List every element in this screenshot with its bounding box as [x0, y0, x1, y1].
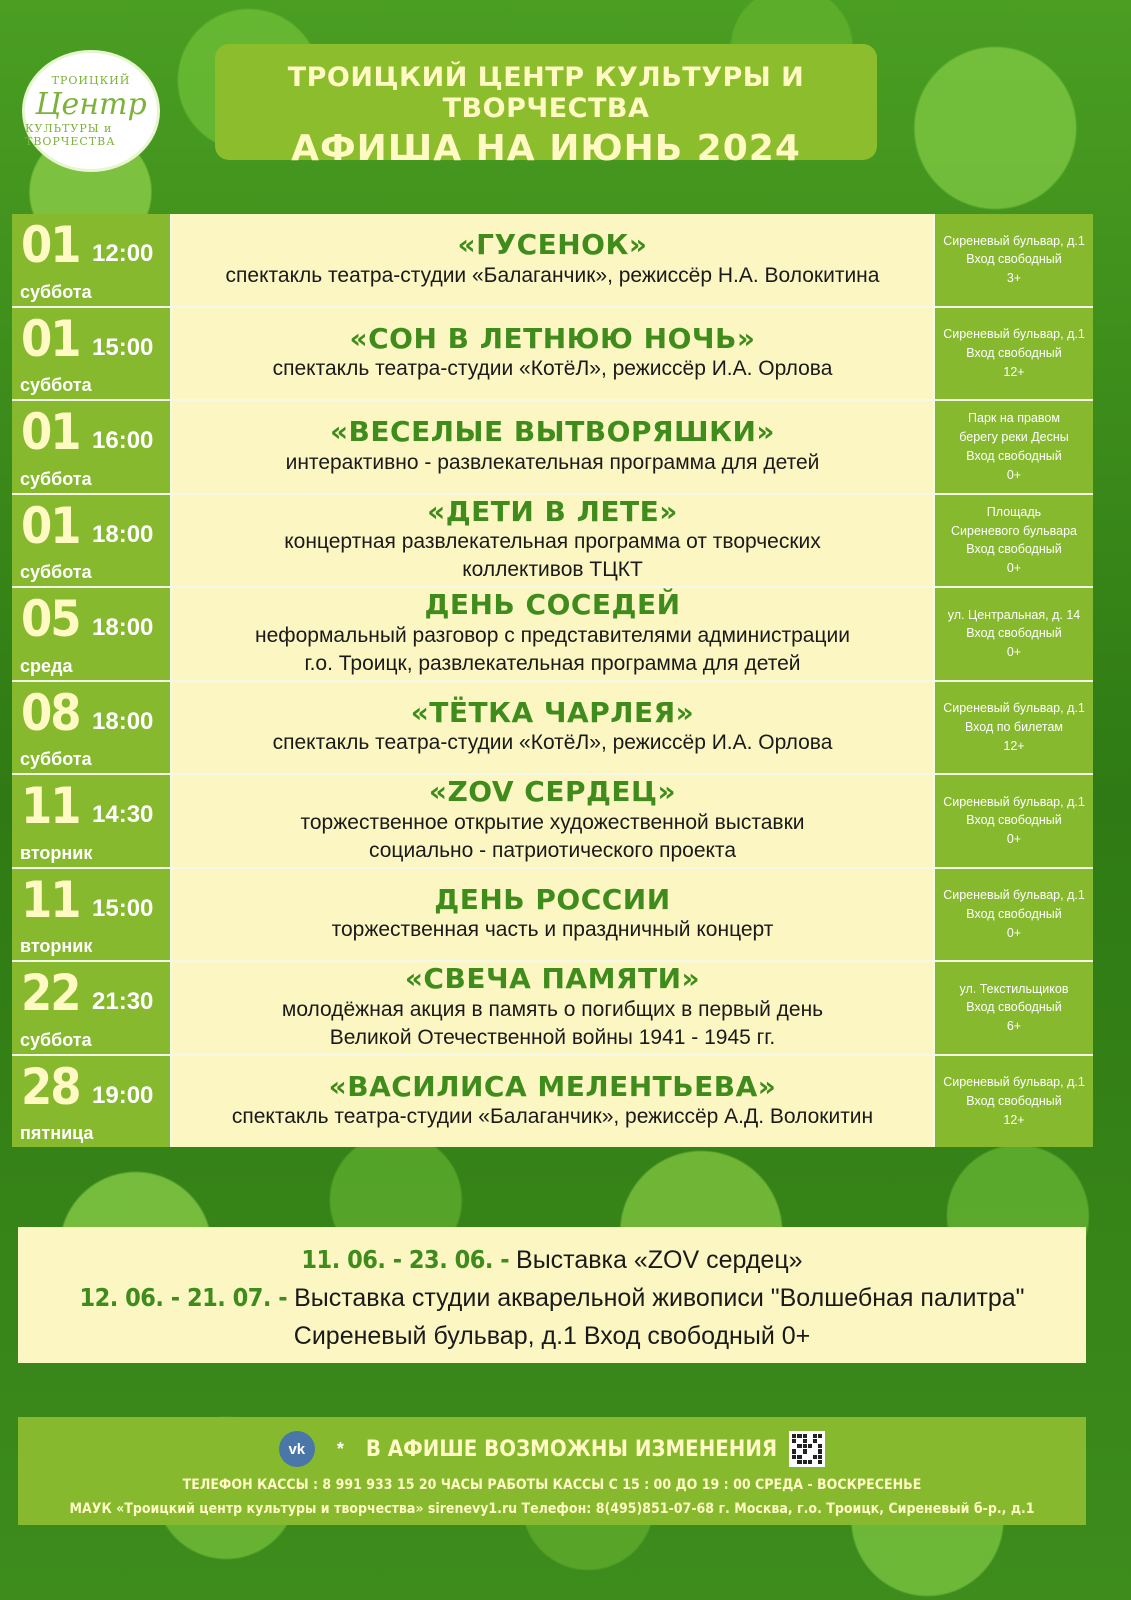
- event-venue-line: Площадь: [986, 504, 1042, 519]
- exhibit-dates: 12. 06. - 21. 07. -: [79, 1283, 288, 1312]
- event-day: 11: [21, 777, 80, 835]
- event-venue-line: Вход свободный: [966, 1000, 1062, 1015]
- event-date-cell: [12, 308, 172, 400]
- event-description: молодёжная акция в память о погибщих в первый день: [281, 997, 824, 1021]
- event-weekday: суббота: [20, 375, 92, 395]
- exhibit-text: Выставка «ZOV сердец»: [509, 1246, 803, 1274]
- event-venue-line: Вход свободный: [966, 1093, 1062, 1108]
- event-venue-line: берегу реки Десны: [959, 430, 1069, 444]
- event-info-cell: [172, 308, 933, 400]
- event-weekday: суббота: [20, 562, 92, 582]
- event-date-cell: [12, 495, 172, 587]
- event-title: «СОН В ЛЕТНЮЮ НОЧЬ»: [349, 321, 756, 355]
- event-info-cell: [172, 588, 933, 680]
- event-description: Великой Отечественной войны 1941 - 1945 гг.: [329, 1025, 776, 1049]
- events-table: [12, 214, 1093, 1147]
- event-time: 18:00: [92, 520, 154, 548]
- event-venue-line: 0+: [1006, 467, 1022, 482]
- event-description: торжественное открытие художественной выставки: [300, 810, 805, 834]
- event-venue-cell: [933, 682, 1093, 774]
- event-row: [12, 308, 1093, 402]
- event-venue-line: Вход свободный: [966, 626, 1062, 641]
- event-venue-cell: [933, 308, 1093, 400]
- event-venue-line: Парк на правом: [968, 411, 1060, 426]
- event-venue-line: 3+: [1006, 271, 1022, 286]
- event-date-cell: [12, 869, 172, 961]
- event-time: 18:00: [92, 614, 154, 641]
- changes-notice: В АФИШЕ ВОЗМОЖНЫ ИЗМЕНЕНИЯ: [365, 1436, 778, 1462]
- event-title: «ГУСЕНОК»: [457, 228, 648, 262]
- event-day: 05: [21, 590, 80, 648]
- event-info-cell: [172, 401, 933, 493]
- exhibit-line: [18, 1241, 1086, 1279]
- event-title: «ТЁТКА ЧАРЛЕЯ»: [410, 695, 695, 729]
- event-row: [12, 1056, 1093, 1148]
- header-banner: [215, 44, 877, 169]
- event-day: 22: [21, 964, 80, 1022]
- event-venue-line: Сиреневый бульвар, д.1: [943, 327, 1085, 342]
- event-row: [12, 869, 1093, 963]
- exhibit-dates: 11. 06. - 23. 06. -: [301, 1245, 510, 1274]
- footer-notice-row: [18, 1429, 1086, 1469]
- event-time: 15:00: [92, 894, 154, 922]
- event-title: «ZOV СЕРДЕЦ»: [428, 775, 677, 809]
- event-venue-line: Вход свободный: [966, 813, 1062, 828]
- exhibit-venue: Сиреневый бульвар, д.1 Вход свободный 0+: [293, 1322, 811, 1350]
- vk-icon[interactable]: vk: [279, 1431, 315, 1467]
- event-info-cell: [172, 495, 933, 587]
- event-venue-cell: [933, 495, 1093, 587]
- event-info-cell: [172, 1056, 933, 1148]
- event-row: [12, 588, 1093, 682]
- event-date-cell: [12, 401, 172, 493]
- event-day: 01: [21, 403, 80, 461]
- event-date-cell: [12, 1056, 172, 1148]
- logo-bottom-text: КУЛЬТУРЫ и ТВОРЧЕСТВА: [25, 122, 116, 148]
- event-info-cell: [172, 214, 933, 306]
- event-venue-line: Вход свободный: [966, 345, 1062, 360]
- event-day: 01: [21, 309, 80, 368]
- event-description: коллективов ТЦКТ: [462, 558, 643, 582]
- event-time: 19:00: [92, 1081, 154, 1109]
- event-venue-line: Сиреневый бульвар, д.1: [943, 888, 1085, 903]
- event-date-cell: [12, 214, 172, 306]
- event-venue-cell: [933, 869, 1093, 961]
- event-info-cell: [172, 682, 933, 774]
- event-row: [12, 775, 1093, 869]
- page-title: АФИША НА ИЮНЬ 2024: [291, 128, 801, 169]
- qr-code-icon[interactable]: [789, 1431, 825, 1467]
- logo-main-text: Центр: [35, 87, 147, 122]
- event-time: 14:30: [92, 801, 154, 828]
- event-description: неформальный разговор с представителями администрации: [255, 623, 850, 647]
- event-weekday: суббота: [20, 1029, 92, 1050]
- event-venue-line: Вход свободный: [966, 252, 1062, 267]
- header-org-name: ТРОИЦКИЙ ЦЕНТР КУЛЬТУРЫ И ТВОРЧЕСТВА: [287, 62, 805, 124]
- event-title: «ВАСИЛИСА МЕЛЕНТЬЕВА»: [328, 1069, 777, 1103]
- event-venue-cell: [933, 1056, 1093, 1148]
- event-venue-line: Сиреневый бульвар, д.1: [943, 233, 1085, 248]
- event-weekday: пятница: [20, 1123, 94, 1143]
- event-venue-line: Сиреневый бульвар, д.1: [943, 1075, 1085, 1090]
- event-venue-line: Вход свободный: [966, 542, 1062, 557]
- event-day: 11: [21, 870, 80, 929]
- event-date-cell: [12, 588, 172, 680]
- event-weekday: среда: [20, 655, 73, 676]
- event-description: спектакль театра-студии «Балаганчик», режиссёр А.Д. Волокитин: [231, 1105, 874, 1129]
- footer: [18, 1417, 1086, 1525]
- event-venue-cell: [933, 775, 1093, 867]
- event-time: 12:00: [92, 240, 154, 267]
- exhibit-text: Выставка студии акварельной живописи "Волшебная палитра": [287, 1284, 1025, 1312]
- event-venue-line: 0+: [1006, 832, 1022, 847]
- organization-info: МАУК «Троицкий центр культуры и творчества» sirenevy1.ru Телефон: 8(495)851-07-68 г. Москва, г.о. Троицк, Сиреневый б-р., д.1: [69, 1501, 1035, 1517]
- event-title: ДЕНЬ СОСЕДЕЙ: [424, 588, 681, 622]
- event-row: [12, 214, 1093, 308]
- event-weekday: вторник: [20, 936, 93, 956]
- event-title: ДЕНЬ РОССИИ: [434, 882, 671, 916]
- event-time: 18:00: [92, 707, 154, 735]
- event-venue-line: Вход свободный: [966, 906, 1062, 921]
- event-title: «ДЕТИ В ЛЕТЕ»: [427, 494, 678, 528]
- event-venue-line: 6+: [1006, 1019, 1022, 1034]
- event-description: г.о. Троицк, развлекательная программа для детей: [304, 651, 801, 675]
- event-weekday: суббота: [20, 281, 92, 302]
- event-weekday: вторник: [20, 842, 93, 863]
- event-date-cell: [12, 962, 172, 1054]
- event-time: 16:00: [92, 427, 154, 454]
- event-info-cell: [172, 775, 933, 867]
- event-venue-cell: [933, 588, 1093, 680]
- event-venue-line: Вход свободный: [966, 448, 1062, 463]
- event-venue-line: Сиреневый бульвар, д.1: [943, 794, 1085, 809]
- event-venue-line: 0+: [1006, 925, 1022, 940]
- exhibits-box: [18, 1227, 1086, 1363]
- event-row: [12, 401, 1093, 495]
- event-description: спектакль театра-студии «КотёЛ», режиссёр И.А. Орлова: [272, 731, 833, 755]
- event-venue-cell: [933, 214, 1093, 306]
- event-venue-line: ул. Текстильщиков: [959, 981, 1069, 996]
- event-venue-cell: [933, 962, 1093, 1054]
- event-row: [12, 962, 1093, 1056]
- event-info-cell: [172, 962, 933, 1054]
- logo: [22, 50, 160, 172]
- event-row: [12, 495, 1093, 589]
- event-title: «ВЕСЕЛЫЕ ВЫТВОРЯШКИ»: [329, 415, 776, 449]
- event-venue-line: 12+: [1003, 1112, 1025, 1127]
- event-day: 01: [21, 496, 80, 555]
- event-time: 15:00: [92, 333, 154, 361]
- event-row: [12, 682, 1093, 776]
- event-venue-line: 12+: [1003, 364, 1025, 379]
- event-venue-line: Сиреневого бульвара: [951, 523, 1077, 538]
- event-weekday: суббота: [20, 749, 92, 769]
- asterisk: *: [336, 1438, 344, 1459]
- event-description: интерактивно - развлекательная программа для детей: [285, 450, 820, 474]
- event-venue-line: ул. Центральная, д. 14: [947, 607, 1081, 622]
- event-date-cell: [12, 682, 172, 774]
- event-title: «СВЕЧА ПАМЯТИ»: [404, 962, 701, 996]
- event-venue-line: 0+: [1006, 561, 1022, 575]
- event-weekday: суббота: [20, 468, 92, 489]
- event-date-cell: [12, 775, 172, 867]
- event-info-cell: [172, 869, 933, 961]
- event-venue-line: 0+: [1006, 645, 1022, 660]
- event-description: торжественная часть и праздничный концерт: [331, 918, 774, 942]
- logo-top-text: ТРОИЦКИЙ: [51, 74, 131, 87]
- event-description: концертная развлекательная программа от творческих: [284, 530, 821, 553]
- event-venue-cell: [933, 401, 1093, 493]
- exhibit-line: [18, 1279, 1086, 1317]
- event-day: 01: [21, 216, 80, 274]
- box-office-info: ТЕЛЕФОН КАССЫ : 8 991 933 15 20 ЧАСЫ РАБОТЫ КАССЫ С 15 : 00 ДО 19 : 00 СРЕДА - ВОСКРЕСЕНЬЕ: [182, 1477, 922, 1493]
- event-description: социально - патриотического проекта: [369, 838, 736, 862]
- event-venue-line: 12+: [1003, 738, 1025, 753]
- event-time: 21:30: [92, 988, 154, 1015]
- event-day: 08: [21, 683, 80, 742]
- event-venue-line: Вход по билетам: [964, 719, 1064, 734]
- event-description: спектакль театра-студии «Балаганчик», режиссёр Н.А. Волокитина: [225, 263, 880, 287]
- event-day: 28: [21, 1057, 80, 1116]
- event-venue-line: Сиреневый бульвар, д.1: [943, 701, 1085, 716]
- event-description: спектакль театра-студии «КотёЛ», режиссёр И.А. Орлова: [272, 357, 833, 381]
